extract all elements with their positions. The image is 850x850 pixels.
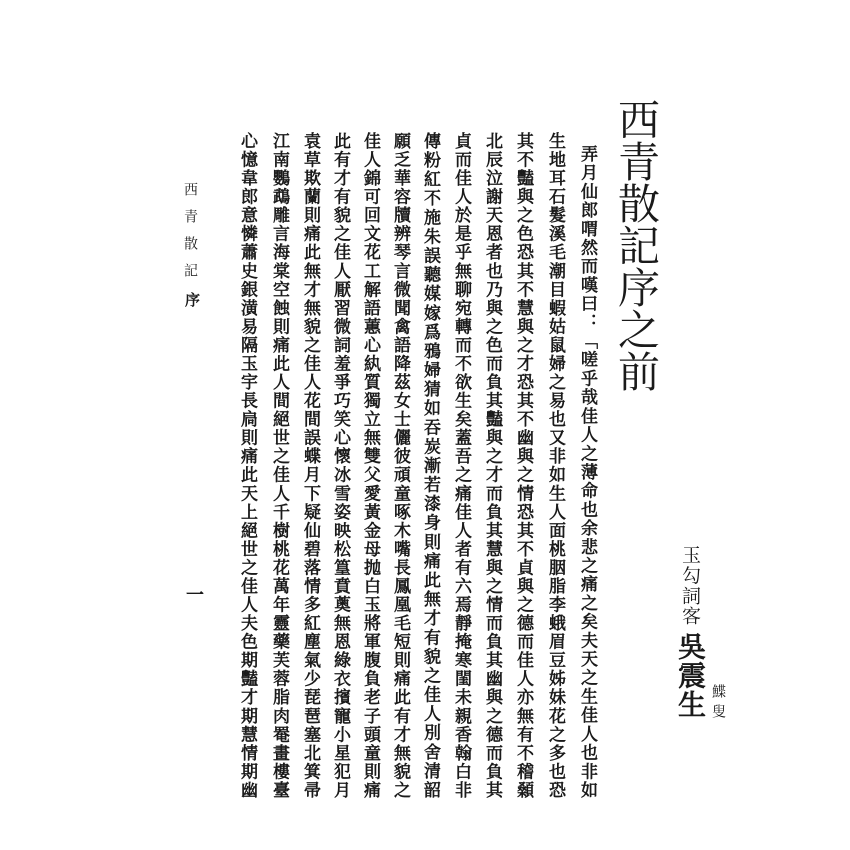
text-column: 此有才有貌之佳人厭習微詞羞爭巧笑心懷冰雪姿映松篁賁薁無恩綠衣擯寵小星犯月 — [330, 132, 350, 798]
page-number: 一 — [183, 585, 204, 603]
text-column: 其不豔與之色恐其不慧與之才恐其不幽與之情恐其不貞與之德而佳人亦無有不稽顙 — [513, 132, 533, 798]
chapter-title: 西青散記序之前 — [612, 98, 661, 392]
author-name: 吳震生 — [674, 632, 707, 718]
margin-section: 序 — [183, 292, 201, 307]
text-column: 北辰泣謝天恩者也乃與之色而負其豔與之才而負其慧與之情而負其幽與之德而負其 — [482, 132, 502, 798]
author-hao: 鰈叟 — [710, 684, 726, 718]
text-column: 佳人錦可回文花工解語蕙心紈質獨立無雙父愛黃金母抛白玉將軍腹負老子頭童則痛 — [360, 132, 380, 798]
text-column: 貞而佳人於是乎無聊宛轉而不欲生矣蓋吾之痛佳人者有六焉靜掩寒閨未親香翰白非 — [451, 132, 471, 798]
margin-book-title: 西青散記 — [182, 182, 198, 277]
text-column: 江南鸚鵡雕言海棠空蝕則痛此人間絕世之佳人千樹桃花萬年靈藥芙蓉脂肉罨畫樓臺 — [269, 132, 289, 798]
text-column: 袁草欺蘭則痛此無才無貌之佳人花間誤蝶月下疑仙碧落情多紅塵氣少琵琶塞北箕帚 — [300, 132, 320, 798]
text-column: 弄月仙郎喟然而嘆曰：「嗟乎哉佳人之薄命也余悲之痛之矣夫天之生佳人也非如 — [577, 145, 597, 798]
text-column: 心憶韋郎意憐蕭史銀潢易隔玉宇長扃則痛此天上絕世之佳人夫色期豔才期慧情期幽 — [237, 132, 257, 798]
text-column: 生地耳石髮溪毛潮目蝦姑鼠婦之易也又非如生人面桃胭脂李蛾眉豆姊妹花之多也恐 — [545, 132, 565, 798]
text-column: 願乏華容牘辨琴言微聞禽語降茲女士儷彼頑童啄木嘴長鳳凰毛短則痛此有才無貌之 — [390, 132, 410, 798]
author-pen-name: 玉勾詞客 — [679, 545, 701, 625]
text-column: 傳粉紅不施朱誤聽媒嫁爲鴉婦猜如吞炭漸若漆身則痛此無才有貌之佳人別舍清韶 — [420, 132, 440, 798]
